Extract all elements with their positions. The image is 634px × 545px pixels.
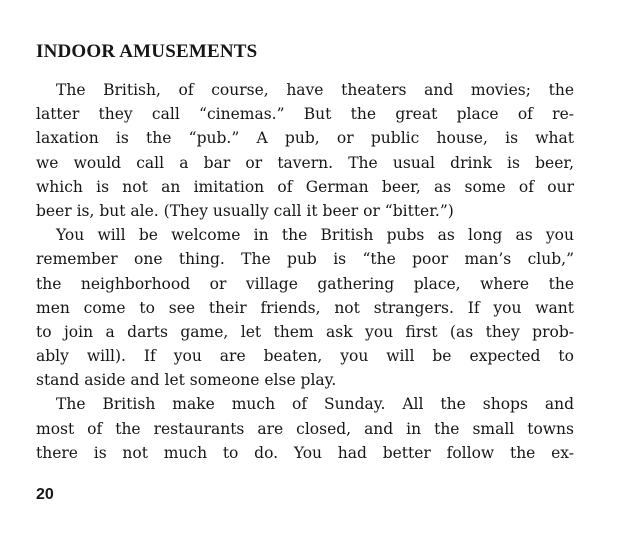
text-line: ably will). If you are beaten, you will be expected to [36, 347, 574, 366]
text-line: there is not much to do. You had better follow the ex- [36, 443, 574, 462]
text-line: men come to see their friends, not strangers. If you want [36, 298, 574, 317]
text-line: remember one thing. The pub is “the poor man’s club,” [36, 250, 574, 269]
text-line: latter they call “cinemas.” But the great place of re- [36, 105, 574, 124]
section-heading: INDOOR AMUSEMENTS [36, 41, 258, 62]
text-line: beer is, but ale. (They usually call it beer or “bitter.”) [36, 201, 454, 220]
text-line: laxation is the “pub.” A pub, or public house, is what [36, 129, 574, 148]
text-line: the neighborhood or village gathering place, where the [36, 274, 574, 293]
text-line: we would call a bar or tavern. The usual drink is beer, [36, 153, 574, 172]
paragraph [36, 223, 574, 392]
text-line: most of the restaurants are closed, and in the small towns [36, 419, 574, 438]
page-number: 20 [36, 486, 54, 503]
text-line: to join a darts game, let them ask you first (as they prob- [36, 322, 574, 341]
text-line: stand aside and let someone else play. [36, 371, 337, 390]
text-line: The British make much of Sunday. All the shops and [56, 395, 574, 414]
text-line: You will be welcome in the British pubs as long as you [56, 226, 574, 245]
body-text [36, 78, 574, 465]
text-line: The British, of course, have theaters and movies; the [56, 81, 574, 99]
text-line: which is not an imitation of German beer, as some of our [36, 177, 574, 196]
paragraph [36, 78, 574, 223]
paragraph [36, 392, 574, 465]
